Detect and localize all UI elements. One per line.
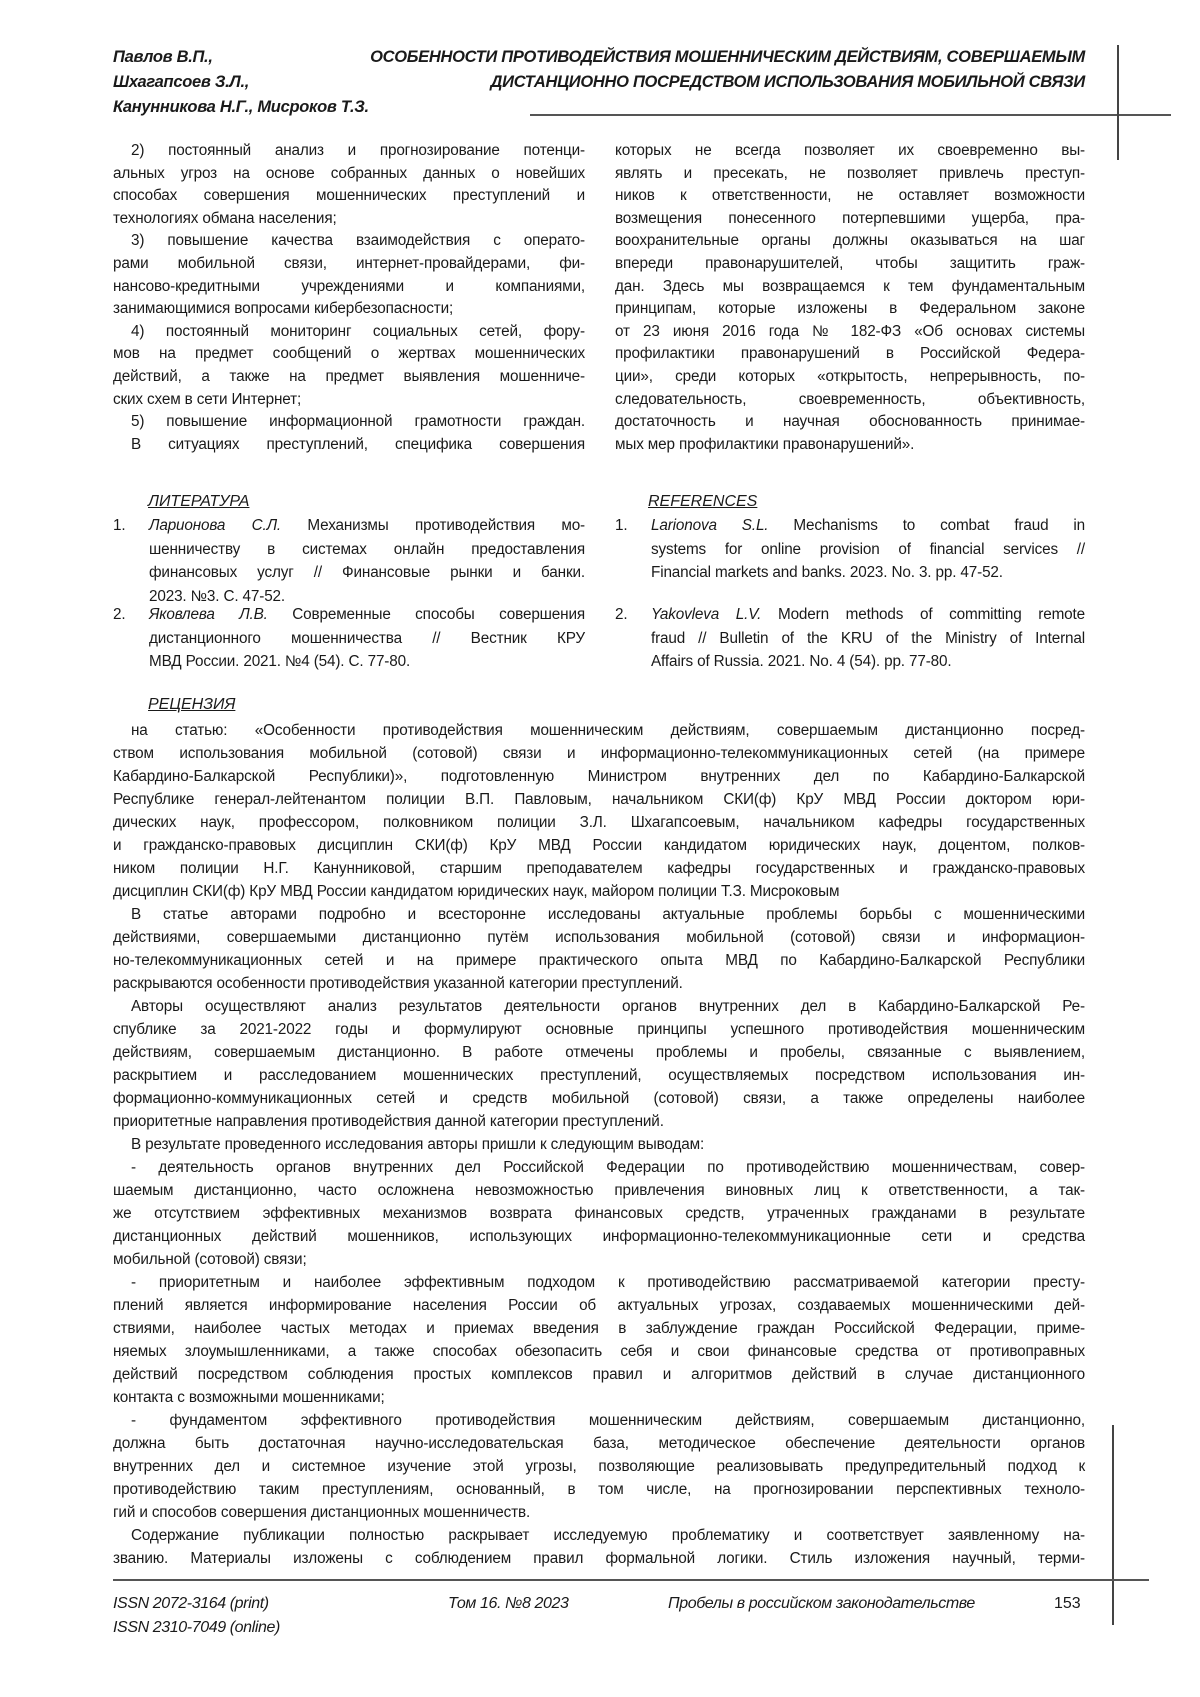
text-line: systems for online provision of financial services //: [651, 538, 1085, 562]
issn-print: ISSN 2072-3164 (print): [113, 1592, 280, 1616]
text-line: достаточность и научная обоснованность принимае-: [615, 411, 1085, 434]
text-line: и гражданско-правовых дисциплин СКИ(ф) КрУ МВД России кандидатом юридических наук, доцентом, полков-: [113, 834, 1085, 857]
text-line: В ситуациях преступлений, специфика совершения: [113, 434, 585, 457]
text-line: ствиями, наиболее частых методах и приемах введения в заблуждение граждан Российской Федерации, приме-: [113, 1317, 1085, 1340]
item-text: [149, 603, 585, 674]
text-line: - деятельность органов внутренних дел Российской Федерации по противодействию мошенничествам, совер-: [113, 1156, 1085, 1179]
text-line: мобильной (сотовой) связи;: [113, 1248, 1085, 1271]
author-line: Канунникова Н.Г., Мисроков Т.З.: [113, 95, 369, 120]
text-line: 4) постоянный мониторинг социальных сетей, фору-: [113, 321, 585, 344]
title-line: ОСОБЕННОСТИ ПРОТИВОДЕЙСТВИЯ МОШЕННИЧЕСКИМ ДЕЙСТВИЯМ, СОВЕРШАЕМЫМ: [325, 45, 1085, 70]
text-line: формационно-коммуникационных сетей и средств мобильной (сотовой) связи, а также определены наиболее: [113, 1087, 1085, 1110]
text-line: плений является информирование населения России об актуальных угрозах, создаваемых мошенническими дей-: [113, 1294, 1085, 1317]
text-line: [149, 603, 585, 627]
text-line: мых мер профилактики правонарушений».: [615, 434, 1085, 457]
footer-journal: Пробелы в российском законодательстве: [668, 1592, 975, 1616]
running-header-title: [325, 45, 1085, 95]
text-line: способах совершения мошеннических преступлений и: [113, 185, 585, 208]
text-line: действиям, совершаемым дистанционно. В работе отмечены проблемы и пробелы, связанные с выявлением,: [113, 1041, 1085, 1064]
item-author: Larionova S.L.: [651, 517, 768, 534]
text-line: Содержание публикации полностью раскрывает исследуемую проблематику и соответствует заявленному на-: [113, 1524, 1085, 1547]
text-line: ством использования мобильной (сотовой) связи и информационно-телекоммуникационных сетей (на примере: [113, 742, 1085, 765]
text-line: 3) повышение качества взаимодействия с операто-: [113, 230, 585, 253]
author-line: Шхагапсоев З.Л.,: [113, 70, 369, 95]
text-line: дистанционного мошенничества // Вестник КРУ: [149, 627, 585, 651]
item-text: [651, 514, 1085, 585]
body-column-left: [113, 140, 585, 456]
item-number: 2.: [113, 603, 125, 627]
text-line: дисциплин СКИ(ф) КрУ МВД России кандидатом юридических наук, майором полиции Т.З. Мисроковым: [113, 880, 1085, 903]
text-line: дан. Здесь мы возвращаемся к тем фундаментальным: [615, 276, 1085, 299]
item-number: 2.: [615, 603, 627, 627]
text-line: [651, 603, 1085, 627]
review-body: [113, 719, 1085, 1570]
text-line: являть и пресекать, не позволяет привлечь преступ-: [615, 163, 1085, 186]
text-line: fraud // Bulletin of the KRU of the Ministry of Internal: [651, 627, 1085, 651]
text-line: мов на предмет сообщений о жертвах мошеннических: [113, 343, 585, 366]
item-author: Ларионова С.Л.: [149, 517, 281, 534]
header-vertical-rule: [1117, 45, 1119, 160]
issn-online: ISSN 2310-7049 (online): [113, 1616, 280, 1640]
text-line: Кабардино-Балкарской Республики)», подготовленную Министром внутренних дел по Кабардино-Балкарской: [113, 765, 1085, 788]
text-line: ником полиции Н.Г. Канунниковой, старшим преподавателем кафедры государственных и гражданско-правовых: [113, 857, 1085, 880]
text-line: - приоритетным и наиболее эффективным подходом к противодействию рассматриваемой категории престу-: [113, 1271, 1085, 1294]
item-author: Yakovleva L.V.: [651, 606, 761, 623]
text-line: противодействию таким преступлениям, основанный, в том числе, на прогнозировании перспективных техноло-: [113, 1478, 1085, 1501]
text-line: шенничеству в системах онлайн предоставления: [149, 538, 585, 562]
text-line: - фундаментом эффективного противодействия мошенническим действиям, совершаемым дистанционно,: [113, 1409, 1085, 1432]
text-line: 5) повышение информационной грамотности граждан.: [113, 411, 585, 434]
text-line: [149, 514, 585, 538]
item-number: 1.: [615, 514, 627, 538]
text-line: профилактики правонарушений в Российской Федера-: [615, 343, 1085, 366]
text-line: раскрываются особенности противодействия указанной категории преступлений.: [113, 972, 1085, 995]
text-line: В статье авторами подробно и всесторонне исследованы актуальные проблемы борьбы с мошенническими: [113, 903, 1085, 926]
item-title: Механизмы противодействия мо-: [307, 517, 585, 534]
text-line: шаемым дистанционно, часто осложнена невозможностью привлечения виновных лиц к ответственности, а так-: [113, 1179, 1085, 1202]
text-line: которых не всегда позволяет их своевременно вы-: [615, 140, 1085, 163]
item-title: Modern methods of committing remote: [778, 606, 1085, 623]
item-text: [149, 514, 585, 608]
item-author: Яковлева Л.В.: [149, 606, 268, 623]
footer-issn: [113, 1592, 280, 1640]
text-line: от 23 июня 2016 года № 182-ФЗ «Об основах системы: [615, 321, 1085, 344]
text-line: 2) постоянный анализ и прогнозирование потенци-: [113, 140, 585, 163]
text-line: спублике за 2021-2022 годы и формулируют основные принципы успешного противодействия мошенническим: [113, 1018, 1085, 1041]
text-line: Affairs of Russia. 2021. No. 4 (54). pp. 77-80.: [651, 650, 1085, 674]
text-line: ции», среди которых «открытость, непрерывность, по-: [615, 366, 1085, 389]
text-line: следовательность, своевременность, объективность,: [615, 389, 1085, 412]
text-line: на статью: «Особенности противодействия мошенническим действиям, совершаемым дистанционно посред-: [113, 719, 1085, 742]
text-line: занимающимися вопросами кибербезопасности;: [113, 298, 585, 321]
text-line: альных угроз на основе собранных данных о новейших: [113, 163, 585, 186]
text-line: няемых злоумышленниками, а также способах обезопасить себя и свои финансовые средства от противоправных: [113, 1340, 1085, 1363]
text-line: воохранительные органы должны оказываться на шаг: [615, 230, 1085, 253]
review-vertical-rule: [1112, 1425, 1114, 1625]
text-line: но-телекоммуникационных сетей и на примере практического опыта МВД по Кабардино-Балкарской Республики: [113, 949, 1085, 972]
text-line: 2023. №3. С. 47-52.: [149, 585, 585, 609]
title-line: ДИСТАНЦИОННО ПОСРЕДСТВОМ ИСПОЛЬЗОВАНИЯ МОБИЛЬНОЙ СВЯЗИ: [325, 70, 1085, 95]
text-line: В результате проведенного исследования авторы пришли к следующим выводам:: [113, 1133, 1085, 1156]
text-line: действиями, совершаемыми дистанционно путём использования мобильной (сотовой) связи и информацион-: [113, 926, 1085, 949]
header-rule: [530, 114, 1171, 116]
text-line: действий посредством соблюдения простых комплексов правил и алгоритмов действий в случае дистанционного: [113, 1363, 1085, 1386]
review-heading: РЕЦЕНЗИЯ: [148, 696, 235, 714]
text-line: должна быть достаточная научно-исследовательская база, методическое обеспечение деятельности органов: [113, 1432, 1085, 1455]
text-line: впереди правонарушителей, чтобы защитить граж-: [615, 253, 1085, 276]
footer-volume: Том 16. №8 2023: [448, 1592, 569, 1616]
text-line: Financial markets and banks. 2023. No. 3. pp. 47-52.: [651, 561, 1085, 585]
literature-heading: ЛИТЕРАТУРА: [148, 493, 249, 511]
text-line: рами мобильной связи, интернет-провайдерами, фи-: [113, 253, 585, 276]
body-column-right: [615, 140, 1085, 456]
text-line: ских схем в сети Интернет;: [113, 389, 585, 412]
text-line: принципам, которые изложены в Федеральном законе: [615, 298, 1085, 321]
text-line: дистанционных действий мошенников, использующих информационно-телекоммуникационные сети и средства: [113, 1225, 1085, 1248]
text-line: званию. Материалы изложены с соблюдением правил формальной логики. Стиль изложения научный, терми-: [113, 1547, 1085, 1570]
text-line: нансово-кредитными учреждениями и компаниями,: [113, 276, 585, 299]
text-line: приоритетные направления противодействия данной категории преступлений.: [113, 1110, 1085, 1133]
text-line: МВД России. 2021. №4 (54). С. 77-80.: [149, 650, 585, 674]
item-text: [651, 603, 1085, 674]
text-line: контакта с возможными мошенниками;: [113, 1386, 1085, 1409]
text-line: возмещения понесенного потерпевшими ущерба, пра-: [615, 208, 1085, 231]
text-line: ников к ответственности, не оставляет возможности: [615, 185, 1085, 208]
item-title: Mechanisms to combat fraud in: [793, 517, 1085, 534]
author-line: Павлов В.П.,: [113, 45, 369, 70]
item-number: 1.: [113, 514, 125, 538]
references-heading: REFERENCES: [648, 493, 757, 511]
text-line: Республике генерал-лейтенантом полиции В.П. Павловым, начальником СКИ(ф) КрУ МВД России доктором юри-: [113, 788, 1085, 811]
text-line: технологиях обмана населения;: [113, 208, 585, 231]
item-title: Современные способы совершения: [292, 606, 585, 623]
footer-rule: [113, 1579, 1149, 1581]
text-line: [651, 514, 1085, 538]
text-line: действий, а также на предмет выявления мошенниче-: [113, 366, 585, 389]
text-line: же отсутствием эффективных механизмов возврата финансовых средств, утраченных гражданами в результате: [113, 1202, 1085, 1225]
text-line: внутренних дел и системное изучение этой угрозы, позволяющие реализовывать предупредительный подход к: [113, 1455, 1085, 1478]
text-line: раскрытием и расследованием мошеннических преступлений, осуществляемых посредством использования ин-: [113, 1064, 1085, 1087]
text-line: гий и способов совершения дистанционных мошенничеств.: [113, 1501, 1085, 1524]
text-line: дических наук, профессором, полковником полиции З.Л. Шхагапсоевым, начальником кафедры государственных: [113, 811, 1085, 834]
text-line: финансовых услуг // Финансовые рынки и банки.: [149, 561, 585, 585]
text-line: Авторы осуществляют анализ результатов деятельности органов внутренних дел в Кабардино-Балкарской Ре-: [113, 995, 1085, 1018]
page-number: 153: [1054, 1592, 1081, 1616]
